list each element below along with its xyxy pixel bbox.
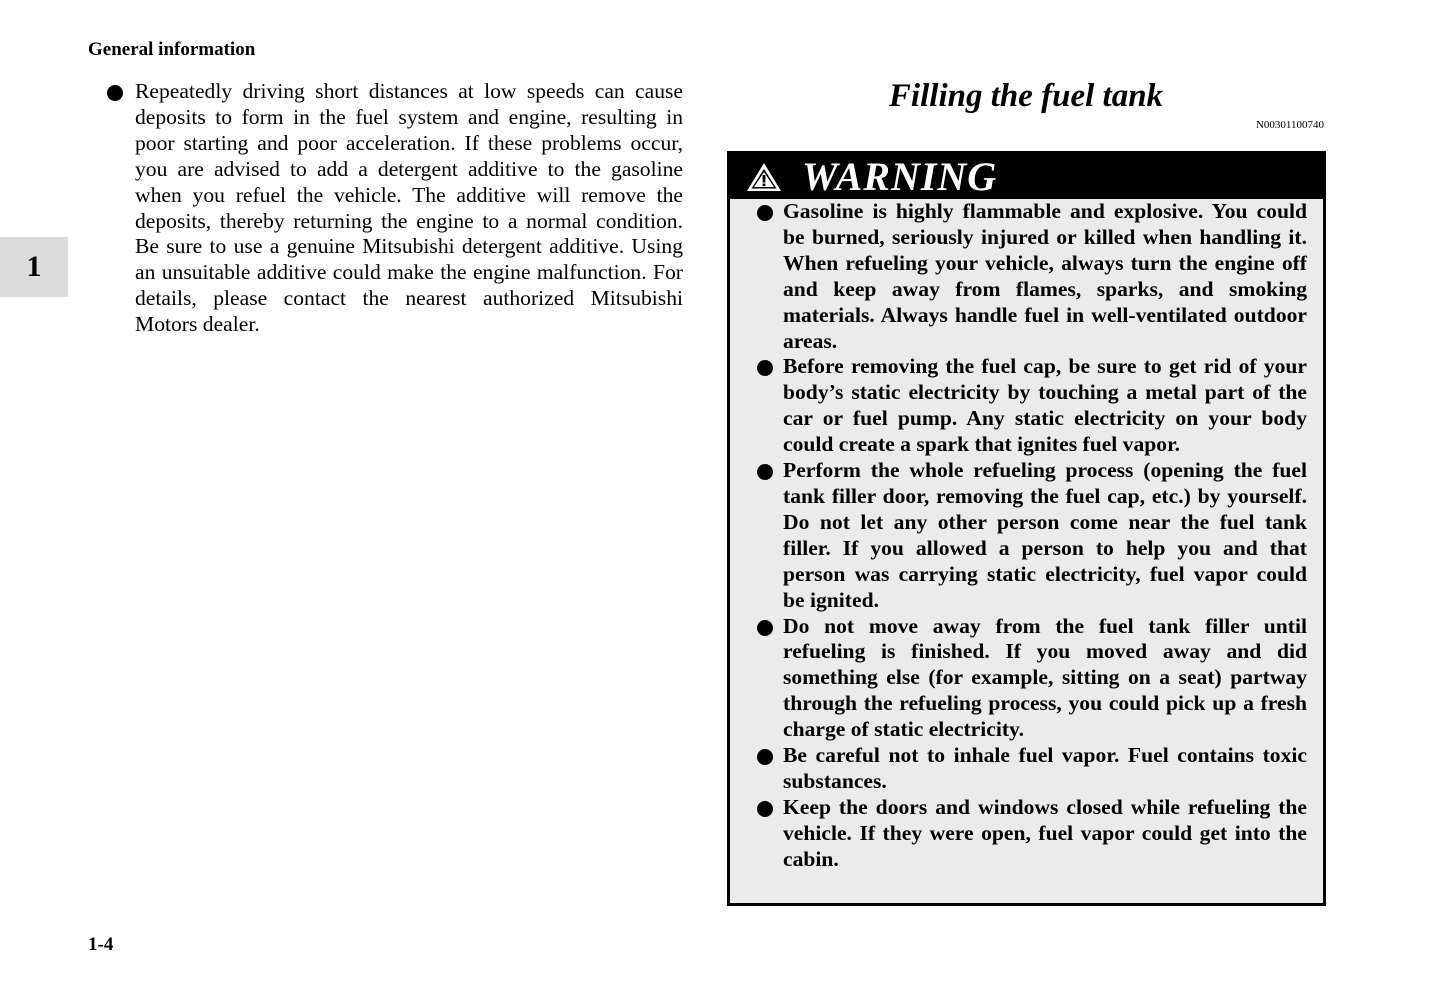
- bullet-icon: [107, 85, 123, 101]
- section-header: General information: [88, 39, 256, 60]
- bullet-icon: [757, 620, 773, 636]
- warning-triangle-icon: [744, 160, 784, 194]
- reference-code: N00301100740: [1255, 119, 1324, 131]
- warning-text: Gasoline is highly flammable and explosive. You could be burned, seriously injured or killed when handling it. When refueling your vehicle, always turn the engine off and keep away from flames, sparks, and smoking materials. Always handle fuel in well-ventilated outdoor areas.: [783, 199, 1307, 353]
- warning-text: Before removing the fuel cap, be sure to get rid of your body’s static electricity by touching a metal part of the car or fuel pump. Any static electricity on your body could create a spark that ignites fuel vapor.: [783, 354, 1307, 457]
- warning-item: [757, 743, 1307, 795]
- warning-title: WARNING: [802, 153, 998, 199]
- warning-text: Do not move away from the fuel tank filler until refueling is finished. If you moved away and did something else (for example, sitting on a seat) partway through the refueling process, you could pick up a fresh charge of static electricity.: [783, 613, 1307, 742]
- page-number: 1-4: [88, 934, 114, 955]
- bullet-icon: [757, 464, 773, 480]
- section-title: Filling the fuel tank: [888, 78, 1164, 114]
- chapter-number: 1: [26, 250, 42, 283]
- warning-text: Keep the doors and windows closed while refueling the vehicle. If they were open, fuel vapor could get into the cabin.: [783, 794, 1307, 871]
- warning-item: [757, 354, 1307, 458]
- warning-text: Perform the whole refueling process (opening the fuel tank filler door, removing the fuel cap, etc.) by yourself. Do not let any other person come near the fuel tank filler. If you allowed a person to help you and that person was carrying static electricity, fuel vapor could be ignited.: [783, 458, 1307, 612]
- warning-item: [757, 614, 1307, 744]
- warning-item: [757, 458, 1307, 613]
- chapter-tab: [0, 237, 68, 297]
- bullet-icon: [757, 801, 773, 817]
- warning-text: Be careful not to inhale fuel vapor. Fuel contains toxic substances.: [783, 743, 1307, 793]
- paragraph-text: Repeatedly driving short distances at low speeds can cause deposits to form in the fuel system and engine, resulting in poor starting and poor acceleration. If these problems occur, you are advised to add a detergent additive to the gasoline when you refuel the vehicle. The additive will remove the deposits, thereby returning the engine to a normal condition. Be sure to use a genuine Mitsubishi detergent additive. Using an unsuitable additive could make the engine malfunction. For details, please contact the nearest authorized Mitsubishi Motors dealer.: [135, 79, 683, 337]
- warning-item: [757, 795, 1307, 873]
- warning-box: [727, 151, 1326, 906]
- bullet-icon: [757, 360, 773, 376]
- bullet-icon: [757, 749, 773, 765]
- warning-list: [730, 199, 1323, 873]
- warning-header: [730, 154, 1323, 199]
- left-column: [107, 79, 683, 338]
- list-item: [107, 79, 683, 338]
- warning-item: [757, 199, 1307, 354]
- bullet-icon: [757, 205, 773, 221]
